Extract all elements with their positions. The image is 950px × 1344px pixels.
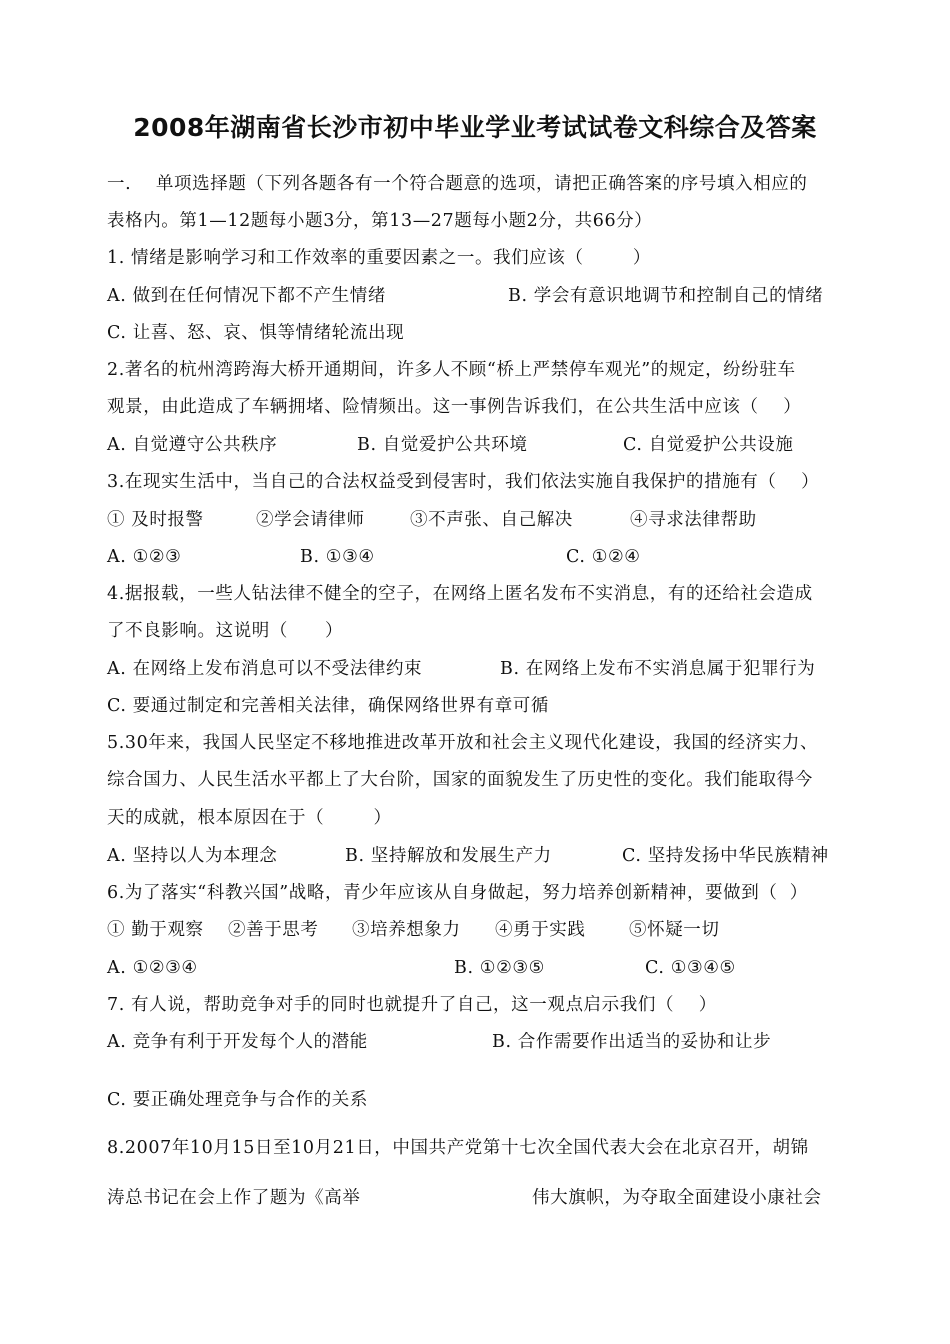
q5-option-a: A. 坚持以人为本理念 [107, 846, 278, 866]
q3-option-b: B. ①③④ [300, 547, 375, 567]
q6-option-b: B. ①②③⑤ [454, 958, 545, 978]
q7-option-a: A. 竞争有利于开发每个人的潜能 [107, 1032, 368, 1052]
q8-stem-line2-right: 伟大旗帜，为夺取全面建设小康社会 [532, 1188, 822, 1208]
q2-option-b: B. 自觉爱护公共环境 [357, 435, 528, 455]
q6-option-c: C. ①③④⑤ [645, 958, 736, 978]
q3-stem: 3.在现实生活中，当自己的合法权益受到侵害时，我们依法实施自我保护的措施有（ ） [107, 472, 820, 492]
q3-option-c: C. ①②④ [566, 547, 641, 567]
q2-stem-line2: 观景，由此造成了车辆拥堵、险情频出。这一事例告诉我们，在公共生活中应该（ ） [107, 397, 802, 417]
q2-option-c: C. 自觉爱护公共设施 [623, 435, 794, 455]
q7-stem: 7. 有人说，帮助竞争对手的同时也就提升了自己，这一观点启示我们（ ） [107, 995, 717, 1015]
q7-option-c: C. 要正确处理竞争与合作的关系 [107, 1090, 368, 1110]
q3-statement-1: ① 及时报警 [107, 510, 204, 530]
q8-stem-line2-left: 涛总书记在会上作了题为《高举 [107, 1188, 361, 1208]
q5-stem-line2: 综合国力、人民生活水平都上了大台阶，国家的面貌发生了历史性的变化。我们能取得今 [107, 770, 813, 790]
q4-option-a: A. 在网络上发布消息可以不受法律约束 [107, 659, 423, 679]
q5-stem-line3: 天的成就，根本原因在于（ ） [107, 808, 392, 828]
q3-statement-2: ②学会请律师 [256, 510, 365, 530]
q3-statement-3: ③不声张、自己解决 [410, 510, 573, 530]
q6-statement-4: ④勇于实践 [495, 920, 586, 940]
q6-statement-2: ②善于思考 [228, 920, 319, 940]
q5-option-c: C. 坚持发扬中华民族精神 [622, 846, 829, 866]
q2-stem-line1: 2.著名的杭州湾跨海大桥开通期间，许多人不顾“桥上严禁停车观光”的规定，纷纷驻车 [107, 360, 796, 380]
page-title: 2008年湖南省长沙市初中毕业学业考试试卷文科综合及答案 [133, 113, 817, 142]
q4-option-c: C. 要通过制定和完善相关法律，确保网络世界有章可循 [107, 696, 549, 716]
q6-statement-5: ⑤怀疑一切 [629, 920, 720, 940]
q1-stem: 1. 情绪是影响学习和工作效率的重要因素之一。我们应该（ ） [107, 248, 651, 268]
q5-option-b: B. 坚持解放和发展生产力 [345, 846, 552, 866]
q3-option-a: A. ①②③ [107, 547, 182, 567]
q4-stem-line2: 了不良影响。这说明（ ） [107, 621, 344, 641]
q3-statement-4: ④寻求法律帮助 [630, 510, 757, 530]
q1-option-a: A. 做到在任何情况下都不产生情绪 [107, 286, 386, 306]
q6-stem: 6.为了落实“科教兴国”战略，青少年应该从自身做起，努力培养创新精神，要做到（ ） [107, 883, 808, 903]
q4-option-b: B. 在网络上发布不实消息属于犯罪行为 [500, 659, 816, 679]
q1-option-b: B. 学会有意识地调节和控制自己的情绪 [508, 286, 824, 306]
section-heading-line2: 表格内。第1—12题每小题3分，第13—27题每小题2分，共66分） [107, 211, 653, 231]
q6-option-a: A. ①②③④ [107, 958, 198, 978]
q6-statement-3: ③培养想象力 [352, 920, 461, 940]
q8-stem-line1: 8.2007年10月15日至10月21日，中国共产党第十七次全国代表大会在北京召开，胡锦 [107, 1138, 809, 1158]
q6-statement-1: ① 勤于观察 [107, 920, 204, 940]
section-heading-line1: 一. 单项选择题（下列各题各有一个符合题意的选项，请把正确答案的序号填入相应的 [107, 174, 808, 194]
q2-option-a: A. 自觉遵守公共秩序 [107, 435, 278, 455]
q4-stem-line1: 4.据报载，一些人钻法律不健全的空子，在网络上匿名发布不实消息，有的还给社会造成 [107, 584, 813, 604]
q5-stem-line1: 5.30年来，我国人民坚定不移地推进改革开放和社会主义现代化建设，我国的经济实力、 [107, 733, 819, 753]
q1-option-c: C. 让喜、怒、哀、惧等情绪轮流出现 [107, 323, 405, 343]
q7-option-b: B. 合作需要作出适当的妥协和让步 [492, 1032, 772, 1052]
